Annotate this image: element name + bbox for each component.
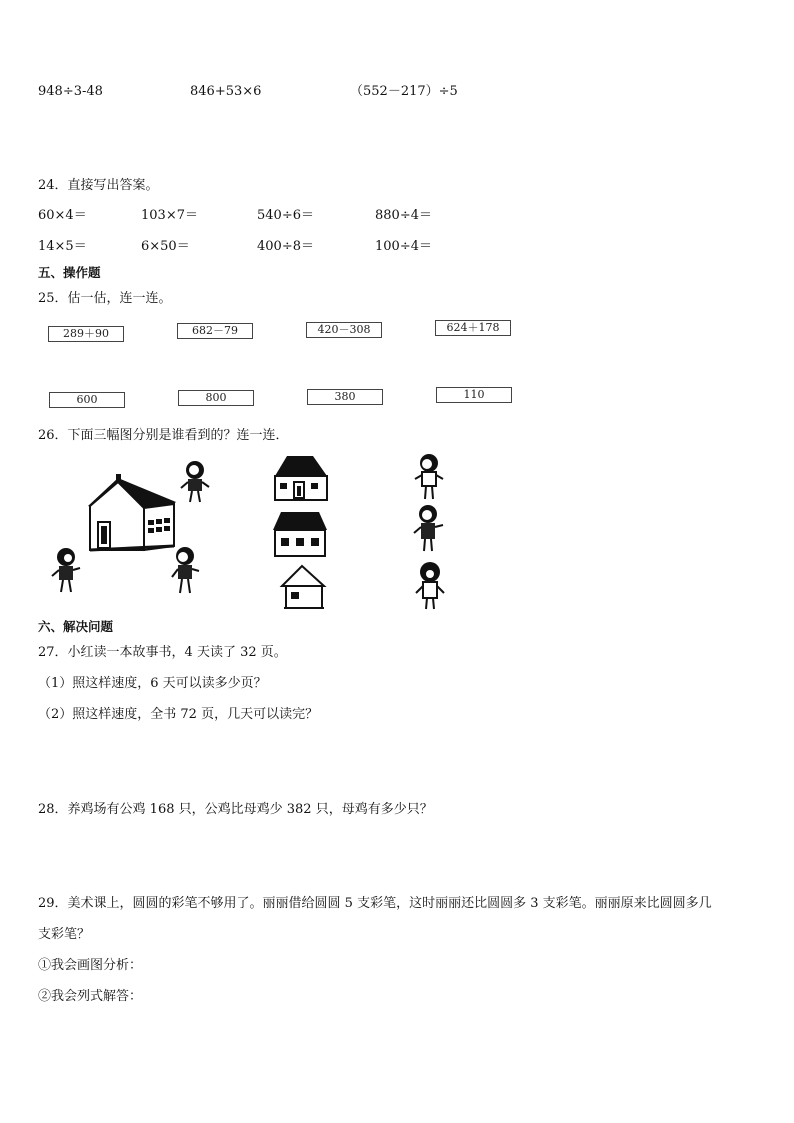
question-29-step-2: ②我会列式解答：	[38, 989, 143, 1004]
question-27-part-2: （2）照这样速度，全书 72 页，几天可以读完？	[38, 707, 319, 722]
child-option-2	[410, 503, 446, 553]
question-29-step-1: ①我会画图分析：	[38, 958, 143, 973]
house-view-side	[271, 510, 329, 558]
question-24-title: 24．直接写出答案。	[38, 178, 159, 193]
child-option-1	[412, 453, 446, 501]
child-option-3	[412, 561, 448, 611]
question-27-part-1: （1）照这样速度，6 天可以读多少页？	[38, 676, 267, 691]
question-26-title: 26．下面三幅图分别是谁看到的？连一连．	[38, 428, 289, 443]
calc-item: 103×7＝	[141, 208, 198, 223]
question-29-line-2: 支彩笔？	[38, 927, 91, 942]
question-27-title: 27．小红读一本故事书，4 天读了 32 页。	[38, 645, 287, 660]
calc-item: 6×50＝	[141, 239, 190, 254]
estimate-expression-box: 289＋90	[48, 326, 124, 342]
child-figure-1	[178, 458, 212, 504]
house-view-front	[271, 454, 329, 502]
calc-item: 60×4＝	[38, 208, 87, 223]
section-heading-6: 六、解决问题	[38, 619, 114, 634]
section-heading-5: 五、操作题	[38, 265, 101, 280]
question-25-title: 25．估一估，连一连。	[38, 291, 172, 306]
estimate-answer-box: 600	[49, 392, 125, 408]
calc-item: 540÷6＝	[257, 208, 314, 223]
question-29-line-1: 29．美术课上，圆圆的彩笔不够用了。丽丽借给圆圆 5 支彩笔，这时丽丽还比圆圆多 3 支彩笔。丽丽原来比圆圆多几	[38, 896, 712, 911]
estimate-answer-box: 110	[436, 387, 512, 403]
house-illustration	[78, 472, 178, 556]
estimate-answer-box: 800	[178, 390, 254, 406]
question-28-title: 28．养鸡场有公鸡 168 只，公鸡比母鸡少 382 只，母鸡有多少只？	[38, 802, 433, 817]
calc-item: 400÷8＝	[257, 239, 314, 254]
child-figure-2	[48, 546, 84, 594]
estimate-expression-box: 682－79	[177, 323, 253, 339]
calc-item: 14×5＝	[38, 239, 87, 254]
child-figure-3	[168, 545, 202, 595]
house-view-back	[280, 564, 326, 610]
estimate-expression-box: 420－308	[306, 322, 382, 338]
calc-item: 880÷4＝	[375, 208, 432, 223]
estimate-answer-box: 380	[307, 389, 383, 405]
expression-1: 948÷3-48	[38, 84, 103, 99]
expression-3: （552－217）÷5	[350, 84, 458, 99]
calc-item: 100÷4＝	[375, 239, 432, 254]
expression-2: 846+53×6	[190, 84, 262, 99]
estimate-expression-box: 624＋178	[435, 320, 511, 336]
